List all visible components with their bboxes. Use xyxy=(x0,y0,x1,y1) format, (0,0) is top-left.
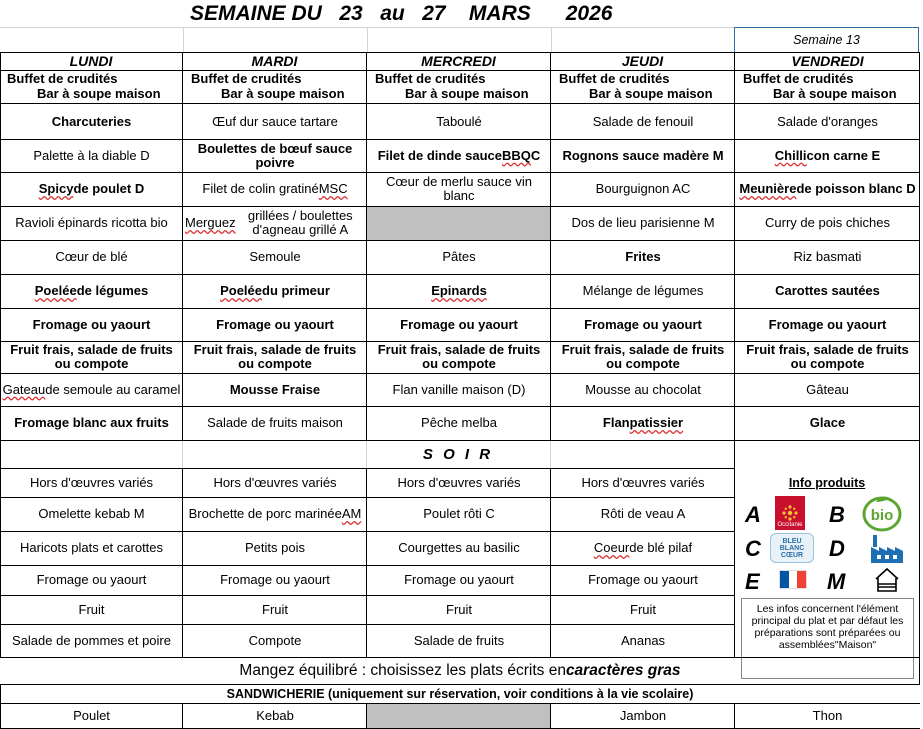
label-b: B xyxy=(829,502,845,527)
grid-line xyxy=(919,441,920,684)
day-header-mercredi: MERCREDI xyxy=(421,53,496,69)
dinner-item-mardi: Petits pois xyxy=(245,540,305,555)
lunch-item-jeudi: Flan patissier xyxy=(602,415,684,430)
lunch-item-lundi: Palette à la diable D xyxy=(33,147,150,163)
lunch-item-mercredi: Fruit frais, salade de fruits ou compote xyxy=(377,342,541,371)
lunch-item-mardi: Poelée du primeur xyxy=(220,283,330,298)
dinner-item-jeudi: Rôti de veau A xyxy=(600,506,686,521)
lunch-item-vendredi: Meunière de poisson blanc D xyxy=(739,181,916,196)
grid-line xyxy=(183,27,184,52)
occitanie-logo: Occitanie xyxy=(775,496,805,530)
grid-line xyxy=(0,274,920,275)
lunch-item-vendredi: Riz basmati xyxy=(793,249,862,264)
dinner-item-jeudi: Hors d'œuvres variés xyxy=(581,474,705,490)
footer-message: Mangez équilibré : choisissez les plats écrits en caractères gras xyxy=(239,661,681,679)
dinner-item-jeudi: Ananas xyxy=(620,632,666,648)
lunch-item-mardi: Boulettes de bœuf sauce poivre xyxy=(197,140,353,170)
grid-line xyxy=(366,703,367,729)
lunch-item-vendredi: Gâteau xyxy=(806,381,849,397)
lunch-item-vendredi: Glace xyxy=(809,415,846,430)
grid-line xyxy=(919,52,920,440)
grid-line xyxy=(0,308,920,309)
lunch-item-vendredi: Salade d'oranges xyxy=(777,113,878,129)
grid-line xyxy=(0,497,734,498)
lunch-item-lundi: Fromage ou yaourt xyxy=(32,316,151,332)
grid-line xyxy=(0,684,920,685)
lunch-item-vendredi: Carottes sautées xyxy=(775,283,880,298)
grid-line xyxy=(0,468,734,469)
lunch-item-mardi: Filet de colin gratiné MSC xyxy=(202,181,348,196)
lunch-item-vendredi: Chilli con carne E xyxy=(774,147,881,163)
sandwich-item-lundi: Poulet xyxy=(73,708,110,723)
day-header-mardi: MARDI xyxy=(251,53,298,69)
grid-line xyxy=(734,441,735,657)
dinner-item-mercredi: Courgettes au basilic xyxy=(398,540,520,555)
dinner-item-lundi: Fruit xyxy=(78,601,105,617)
dinner-item-mercredi: Fromage ou yaourt xyxy=(404,572,514,587)
grid-line xyxy=(367,27,368,52)
info-note: Les infos concernent l'élément principal du plat et par défaut les préparations sont préparées ou assemblées"Maison" xyxy=(741,598,914,679)
dinner-item-mercredi: Fruit xyxy=(446,601,472,617)
lunch-item-mardi: Semoule xyxy=(249,249,301,264)
grid-line xyxy=(734,703,735,729)
factory-icon xyxy=(869,533,907,565)
lunch-item-lundi: Cœur de blé xyxy=(55,249,128,264)
entree-mardi: Buffet de crudités Bar à soupe maison xyxy=(191,71,345,101)
dinner-item-lundi: Haricots plats et carottes xyxy=(19,540,164,555)
lunch-item-mercredi: Taboulé xyxy=(436,113,482,129)
bleu-blanc-coeur-logo: BLEU BLANC CŒUR xyxy=(770,533,814,563)
grid-line xyxy=(366,52,367,440)
lunch-item-mercredi: Epinards xyxy=(431,283,487,298)
grid-line xyxy=(0,373,920,374)
grid-line xyxy=(0,624,734,625)
entree-vendredi: Buffet de crudités Bar à soupe maison xyxy=(743,71,897,101)
lunch-item-mardi: Mousse Fraise xyxy=(229,381,321,397)
sandwicherie-title: SANDWICHERIE (uniquement sur réservation, voir conditions à la vie scolaire) xyxy=(226,686,694,701)
label-d: D xyxy=(829,536,845,561)
week-number: Semaine 13 xyxy=(734,27,919,53)
grid-line xyxy=(182,468,183,657)
lunch-item-lundi: Spicy de poulet D xyxy=(38,181,145,196)
grid-line xyxy=(0,657,920,658)
grid-line xyxy=(366,468,367,657)
grid-line xyxy=(550,468,551,657)
lunch-item-jeudi: Rognons sauce madère M xyxy=(562,147,724,163)
lunch-item-mardi: Salade de fruits maison xyxy=(207,415,343,430)
grid-line xyxy=(550,703,551,729)
sandwich-item-mardi: Kebab xyxy=(256,708,294,723)
sandwich-item-jeudi: Jambon xyxy=(619,708,667,723)
lunch-item-vendredi: Fromage ou yaourt xyxy=(768,316,887,332)
lunch-item-mercredi: Flan vanille maison (D) xyxy=(392,381,526,397)
lunch-item-jeudi: Dos de lieu parisienne M xyxy=(571,215,715,230)
grid-line xyxy=(550,52,551,440)
day-header-jeudi: JEUDI xyxy=(621,53,664,69)
grid-line xyxy=(0,70,920,71)
label-m: M xyxy=(827,569,846,594)
info-produits-title: Info produits xyxy=(788,476,866,490)
label-c: C xyxy=(745,536,761,561)
grid-line xyxy=(0,406,920,407)
grid-line xyxy=(182,703,183,729)
grid-line xyxy=(0,531,734,532)
dinner-item-mardi: Fromage ou yaourt xyxy=(220,572,330,587)
lunch-item-lundi: Ravioli épinards ricotta bio xyxy=(15,215,168,230)
lunch-item-jeudi: Fromage ou yaourt xyxy=(584,316,702,332)
grid-line xyxy=(0,341,920,342)
sandwich-item-vendredi: Thon xyxy=(812,708,843,723)
empty-cell-sandwich xyxy=(367,704,550,728)
french-flag-icon xyxy=(779,570,807,589)
grid-line xyxy=(550,441,551,468)
entree-mercredi: Buffet de crudités Bar à soupe maison xyxy=(375,71,529,101)
dinner-item-mardi: Brochette de porc marinée AM xyxy=(188,506,362,521)
label-a: A xyxy=(745,502,761,527)
lunch-item-mercredi: Cœur de merlu sauce vin blanc xyxy=(386,174,532,203)
lunch-item-jeudi: Salade de fenouil xyxy=(592,113,694,129)
lunch-item-jeudi: Mélange de légumes xyxy=(582,283,704,298)
grid-line xyxy=(0,595,734,596)
lunch-item-mardi: Fromage ou yaourt xyxy=(216,316,334,332)
lunch-item-mercredi: Filet de dinde sauce BBQ C xyxy=(377,147,541,163)
lunch-item-lundi: Fromage blanc aux fruits xyxy=(14,415,169,430)
grid-line xyxy=(734,52,735,440)
bio-logo xyxy=(862,494,902,532)
grid-line xyxy=(0,206,920,207)
grid-line xyxy=(366,441,367,468)
lunch-item-mercredi: Pâtes xyxy=(442,249,476,264)
house-icon xyxy=(873,566,901,594)
lunch-item-jeudi: Frites xyxy=(625,249,661,264)
grid-line xyxy=(0,139,920,140)
grid-line xyxy=(0,103,920,104)
grid-line xyxy=(0,440,920,441)
lunch-item-lundi: Fruit frais, salade de fruits ou compote xyxy=(10,342,173,371)
dinner-item-mardi: Fruit xyxy=(262,601,288,617)
dinner-item-mardi: Compote xyxy=(248,632,302,648)
day-header-lundi: LUNDI xyxy=(69,53,113,69)
grid-line xyxy=(0,684,1,729)
dinner-item-lundi: Salade de pommes et poire xyxy=(12,632,171,648)
entree-lundi: Buffet de crudités Bar à soupe maison xyxy=(7,71,161,101)
grid-line xyxy=(0,52,920,53)
grid-line xyxy=(0,172,920,173)
lunch-item-mardi: Fruit frais, salade de fruits ou compote xyxy=(193,342,357,371)
day-header-vendredi: VENDREDI xyxy=(791,53,864,69)
lunch-item-lundi: Poelée de légumes xyxy=(34,283,149,298)
dinner-item-mercredi: Salade de fruits xyxy=(413,632,505,648)
grid-line xyxy=(0,703,920,704)
empty-cell-mercredi xyxy=(367,206,550,240)
lunch-item-vendredi: Fruit frais, salade de fruits ou compote xyxy=(746,342,909,371)
label-e: E xyxy=(745,569,760,594)
grid-line xyxy=(182,441,183,468)
lunch-item-mardi: Merguez grillées / boulettes d'agneau grillé A xyxy=(185,208,353,237)
grid-line xyxy=(551,27,552,52)
grid-line xyxy=(0,52,1,440)
lunch-item-lundi: Charcuteries xyxy=(51,113,132,129)
dinner-item-jeudi: Fruit xyxy=(630,601,656,617)
dinner-item-mercredi: Hors d'œuvres variés xyxy=(397,474,521,490)
lunch-item-mercredi: Pêche melba xyxy=(421,415,497,430)
dinner-item-jeudi: Fromage ou yaourt xyxy=(588,572,698,587)
dinner-item-mercredi: Poulet rôti C xyxy=(423,506,495,521)
lunch-item-jeudi: Fruit frais, salade de fruits ou compote xyxy=(561,342,725,371)
grid-line xyxy=(0,565,734,566)
lunch-item-vendredi: Curry de pois chiches xyxy=(765,215,890,230)
lunch-item-jeudi: Bourguignon AC xyxy=(595,181,691,196)
grid-line xyxy=(182,52,183,440)
page-title: SEMAINE DU 23 au 27 MARS 2026 xyxy=(190,2,613,25)
dinner-item-lundi: Omelette kebab M xyxy=(38,506,145,521)
dinner-item-lundi: Fromage ou yaourt xyxy=(36,572,147,587)
dinner-item-mardi: Hors d'œuvres variés xyxy=(213,474,337,490)
grid-line xyxy=(0,240,920,241)
lunch-item-mercredi: Fromage ou yaourt xyxy=(400,316,518,332)
lunch-item-lundi: Gateau de semoule au caramel xyxy=(2,381,181,397)
entree-jeudi: Buffet de crudités Bar à soupe maison xyxy=(559,71,713,101)
lunch-item-mardi: Œuf dur sauce tartare xyxy=(212,113,338,129)
lunch-item-jeudi: Mousse au chocolat xyxy=(585,381,701,397)
soir-header: S O I R xyxy=(422,446,494,463)
dinner-item-lundi: Hors d'œuvres variés xyxy=(29,474,154,490)
svg-text:bio: bio xyxy=(870,507,894,524)
dinner-item-jeudi: Coeur de blé pilaf xyxy=(593,540,693,555)
